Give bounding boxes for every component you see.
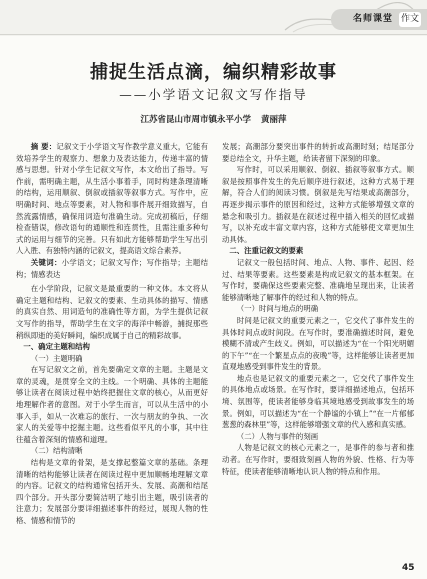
subheading-structure: （二）结构清晰 [30, 446, 83, 456]
section-heading-2: 二、注重记叙文的要素 [229, 246, 304, 256]
author-name: 黄丽萍 [261, 115, 287, 125]
keywords [16, 257, 208, 280]
paragraph-elements: 记叙文一般包括时间、地点、人物、事件、起因、经过、结果等要素。这些要素是构成记叙文的基本框架。在写作时，要确保这些要素完整、准确地呈现出来，让读者能够清晰地了解事件的经过和人物的特点。 [222, 257, 414, 302]
author-line [0, 113, 427, 125]
paragraph-characters: 人物是记叙文的核心元素之一，是事件的参与者和推动者。在写作时，要细致刻画人物的外貌、性格、行为等特征，使读者能够清晰地认识人物的特点和作用。 [222, 443, 414, 476]
paragraph-place: 地点也是记叙文的重要元素之一，它交代了事件发生的具体地点或场景。在写作时，要详细描述地点，包括环境、氛围等，使读者能够身临其境地感受到故事发生的场景。例如，可以描述为“在一个静谧的小镇上”“在一片郁郁葱葱的森林里”等，这样能够增强文章的代入感和真实感。 [222, 373, 414, 430]
abstract-label: 摘 要： [30, 142, 57, 151]
article-title: 捕捉生活点滴，编织精彩故事 [90, 62, 337, 83]
paragraph-narration: 写作时，可以采用顺叙、倒叙、插叙等叙事方式。顺叙是按照事件发生的先后顺序进行叙述，这种方式易于理解，符合人们的阅读习惯。倒叙是先写结果或高潮部分，再逐步揭示事件的原因和经过，这种方式能够增强文章的悬念和吸引力。插叙是在叙述过程中插入相关的回忆或描写，以补充或丰富文章内容，这种方式能够使文章更加生动具体。 [222, 165, 414, 244]
section-heading-1: 一、确定主题和结构 [23, 342, 90, 352]
subheading-characters: （二）人物与事件的刻画 [236, 431, 319, 441]
paragraph-continued: 发展；高潮部分要突出事件的转折或高潮时刻；结尾部分要总结全文，升华主题，给读者留下深刻的印象。 [222, 142, 414, 163]
column-tab [331, 9, 427, 30]
subheading-time-place: （一）时间与地点的明确 [236, 304, 319, 314]
article-subtitle: ——小学语文记叙文写作指导 [119, 87, 308, 102]
paragraph-topic: 在写记叙文之前，首先要确定文章的主题。主题是文章的灵魂，是贯穿全文的主线。一个明确、具体的主题能够让读者在阅读过程中始终把握住文章的核心，从而更好地理解作者的意图。对于小学生而言，可以从生活中的小事入手，如从一次难忘的旅行、一次与朋友的争执、一次家人的关爱等中挖掘主题。这些看似平凡的小事，其中往往蕴含着深刻的情感和道理。 [16, 365, 208, 444]
keywords-text: 小学语文；记叙文写作；写作指导；主题结构；情感表达 [16, 257, 208, 279]
right-column [222, 141, 414, 477]
left-column [16, 141, 208, 527]
subheading-topic: （一）主题明确 [30, 353, 83, 363]
keywords-label: 关键词： [30, 257, 62, 267]
author-org: 江苏省昆山市周市镇永平小学 [140, 115, 251, 125]
page-number: 45 [402, 563, 415, 573]
intro-paragraph: 在小学阶段，记叙文是最重要的一种文体。本文将从确定主题和结构、记叙文的要素、生动具体的描写、情感的真实自然、用词造句的准确性等方面，为学生提供记叙文写作的指导，帮助学生在文字的海洋中畅游，捕捉那些稍纵即逝的美好瞬间，编织成属于自己的精彩故事。 [16, 284, 208, 340]
paragraph-time: 时间是记叙文的重要元素之一，它交代了事件发生的具体时间点或时间段。在写作时，要准确描述时间，避免模糊不清或产生歧义。例如，可以描述为“在一个阳光明媚的下午”“在一个繁星点点的夜晚”等，这样能够让读者更加直观地感受到事件发生的背景。 [222, 315, 414, 372]
header-rule [0, 34, 427, 35]
paragraph-structure: 结构是文章的骨架，是支撑起整篇文章的基础。条理清晰的结构能够让读者在阅读过程中更加顺畅地理解文章的内容。记叙文的结构通常包括开头、发展、高潮和结尾四个部分。开头部分要简洁明了地引出主题，吸引读者的注意力；发展部分要详细描述事件的经过，展现人物的性格、情感和情节的 [16, 458, 208, 525]
column-badge: 作文 [399, 12, 421, 27]
column-name: 名师课堂 [353, 14, 394, 24]
abstract [16, 141, 208, 257]
abstract-text: 记叙文于小学语文写作教学意义重大，它能有效培养学生的观察力、想象力及表达能力，传递丰富的情感与思想。针对小学生记叙文写作，本文给出了指导。写作前，需明确主题，从生活小事着手，同时构建条理清晰的结构，运用顺叙、倒叙或插叙等叙事方式。写作中，应明确时间、地点等要素，对人物和事件展开细致描写，自然流露情感，确保用词造句准确生动。完成初稿后，仔细检查错误，修改语句的通顺性和连贯性，且需注重多种句式的运用与细节的完善。只有如此方能够帮助学生写出引人入胜、有独特内涵的记叙文，提高语文综合素养。 [16, 142, 208, 256]
